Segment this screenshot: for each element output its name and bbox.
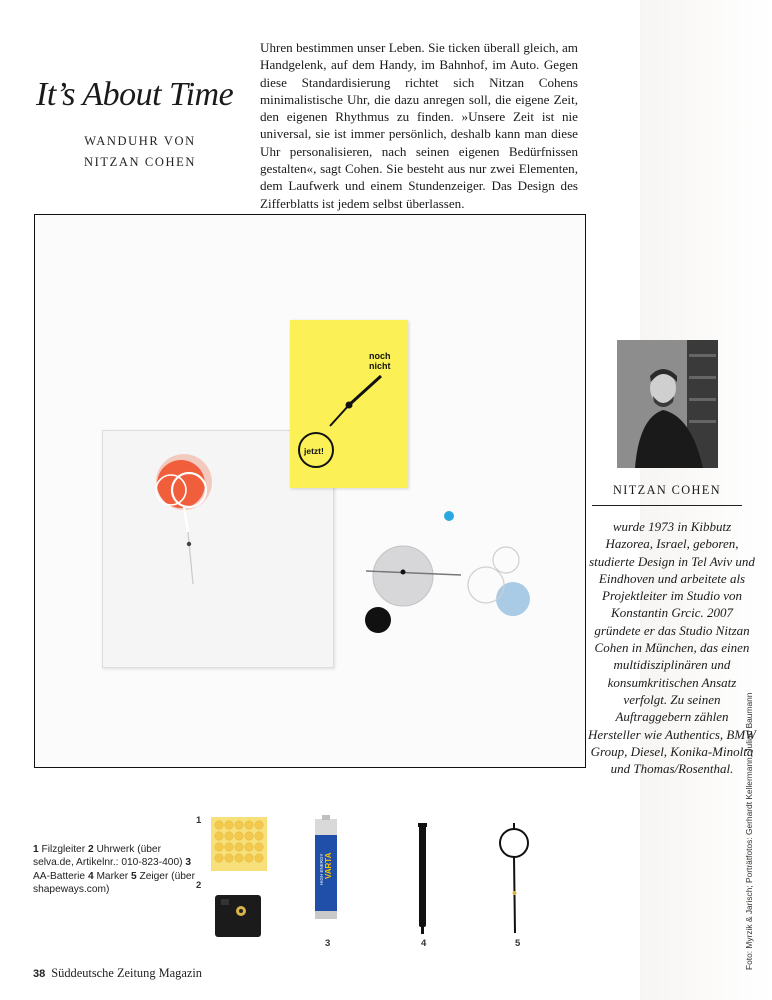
photo-credit bbox=[742, 690, 756, 970]
subtitle-line-2: NITZAN COHEN bbox=[84, 155, 196, 169]
legend-text-5: Zeiger (über shapeways.com) bbox=[33, 870, 195, 896]
legend-num-4: 4 bbox=[87, 870, 94, 882]
photo-credit-text: Foto: Myrzik & Jarisch; Porträtfotos: Gerhardt Kellermann, Julian Baumann bbox=[744, 692, 754, 970]
legend-num-1: 1 bbox=[33, 844, 39, 855]
article-title: It’s About Time bbox=[36, 76, 234, 113]
magazine-name: Süddeutsche Zeitung Magazin bbox=[51, 966, 202, 980]
portrait-photo bbox=[617, 340, 718, 468]
article-subtitle bbox=[40, 131, 240, 173]
bio-text: wurde 1973 in Kibbutz Hazorea, Israel, geboren, studierte Design in Tel Aviv und Eindhoven und arbeitete als Projektleiter im Studio von Konstantin Grcic. 2007 gründete er das Studio Nitzan Cohen in München, das einen multidisziplinären und konsumkritischen Ansatz verfolgt. Zu seinen Auftraggebern zählen Hersteller wie Authentics, BMW Group, Diesel, Konika-Minolta und Thomas/Rosenthal. bbox=[588, 519, 757, 777]
legend-num-5: 5 bbox=[130, 870, 137, 882]
intro-paragraph bbox=[260, 39, 578, 229]
battery-brand-text: VARTA bbox=[324, 852, 333, 879]
portrait-name: NITZAN COHEN bbox=[613, 483, 721, 497]
clock-hand-item bbox=[500, 823, 528, 933]
item-number-5: 5 bbox=[515, 938, 521, 949]
item-number-1: 1 bbox=[196, 815, 202, 826]
marker-item bbox=[418, 823, 427, 934]
page-number: 38 bbox=[33, 968, 46, 980]
photo-illustration bbox=[34, 214, 586, 768]
items-legend bbox=[33, 843, 198, 897]
sticker-jetzt: jetzt! bbox=[304, 446, 324, 456]
clock-movement-item bbox=[215, 895, 261, 937]
legend-text-1: Filzgleiter bbox=[38, 844, 88, 855]
legend-text-2: Uhrwerk (über selva.de, Artikelnr.: 010-823-400) bbox=[33, 844, 186, 869]
sticker-nicht: nicht bbox=[369, 361, 391, 371]
legend-num-2: 2 bbox=[87, 844, 94, 855]
item-number-2: 2 bbox=[196, 880, 202, 891]
bio-divider bbox=[592, 505, 742, 506]
items-illustration bbox=[205, 815, 545, 940]
subtitle-line-1: WANDUHR VON bbox=[84, 134, 196, 148]
legend-num-3: 3 bbox=[185, 857, 192, 869]
item-number-4: 4 bbox=[421, 938, 427, 949]
portrait-figure bbox=[617, 340, 718, 468]
legend-text-4: Marker bbox=[93, 870, 131, 882]
page-footer bbox=[33, 966, 202, 981]
item-number-3: 3 bbox=[325, 938, 331, 949]
felt-pads-item bbox=[211, 817, 267, 871]
intro-text: Uhren bestimmen unser Leben. Sie ticken überall gleich, am Handgelenk, auf dem Handy, im Bahnhof, im Auto. Gegen diese Standardisierung richtet sich Nitzan Cohens minimalistische Uhr, die dazu anregen soll, die eigene Zeit, den eigenen Rhythmus zu finden. »Unsere Zeit ist nie universal, sie ist immer persönlich, deshalb kann man diese Uhr personalisieren, nach seinen eigenen Bedürfnissen gestalten«, sagt Cohen. Sie besteht aus nur zwei Elementen, dem Laufwerk und einem Stundenzeiger. Das Design des Zifferblatts ist jedem selbst überlassen. bbox=[260, 40, 578, 211]
circle-composition bbox=[365, 511, 530, 633]
legend-text-3: AA-Batterie bbox=[33, 870, 88, 882]
red-spray-clock bbox=[156, 454, 212, 584]
battery-tag-text: HIGH ENERGY bbox=[319, 853, 324, 885]
sticker-noch: noch bbox=[369, 351, 391, 361]
